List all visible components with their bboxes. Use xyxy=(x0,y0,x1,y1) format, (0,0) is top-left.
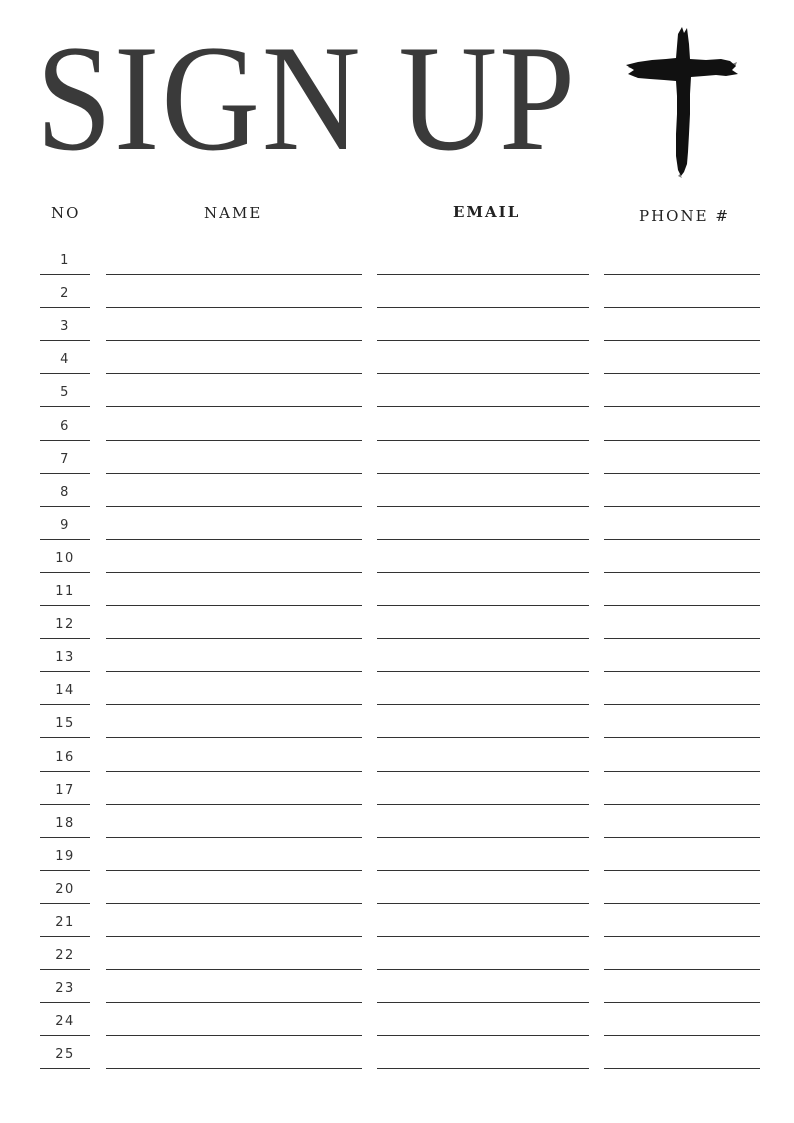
name-entry-line[interactable] xyxy=(106,307,362,308)
name-entry-line[interactable] xyxy=(106,373,362,374)
phone-entry-line[interactable] xyxy=(604,274,760,275)
page-title: SIGN UP xyxy=(36,14,577,182)
name-entry-line[interactable] xyxy=(106,704,362,705)
name-entry-line[interactable] xyxy=(106,605,362,606)
table-row xyxy=(0,712,794,745)
table-row xyxy=(0,878,794,911)
row-number-line xyxy=(40,373,90,374)
table-row xyxy=(0,381,794,414)
row-number-line xyxy=(40,539,90,540)
email-entry-line[interactable] xyxy=(377,572,589,573)
name-entry-line[interactable] xyxy=(106,1002,362,1003)
column-header-email: EMAIL xyxy=(453,203,521,221)
phone-entry-line[interactable] xyxy=(604,406,760,407)
name-entry-line[interactable] xyxy=(106,274,362,275)
row-number-line xyxy=(40,605,90,606)
name-entry-line[interactable] xyxy=(106,837,362,838)
row-number: 9 xyxy=(60,517,70,533)
table-row xyxy=(0,845,794,878)
row-number-line xyxy=(40,936,90,937)
phone-entry-line[interactable] xyxy=(604,1068,760,1069)
row-number: 6 xyxy=(60,418,70,434)
name-entry-line[interactable] xyxy=(106,473,362,474)
email-entry-line[interactable] xyxy=(377,1002,589,1003)
table-row xyxy=(0,580,794,613)
row-number-line xyxy=(40,969,90,970)
row-number: 19 xyxy=(55,848,75,864)
table-row xyxy=(0,746,794,779)
name-entry-line[interactable] xyxy=(106,936,362,937)
email-entry-line[interactable] xyxy=(377,737,589,738)
row-number: 21 xyxy=(55,915,75,930)
table-row xyxy=(0,514,794,547)
email-entry-line[interactable] xyxy=(377,605,589,606)
email-entry-line[interactable] xyxy=(377,473,589,474)
row-number: 14 xyxy=(55,683,75,699)
row-number: 5 xyxy=(60,385,70,401)
row-number-line xyxy=(40,572,90,573)
row-number-line xyxy=(40,440,90,441)
email-entry-line[interactable] xyxy=(377,307,589,308)
row-number-line xyxy=(40,903,90,904)
email-entry-line[interactable] xyxy=(377,804,589,805)
table-row xyxy=(0,282,794,315)
row-number: 25 xyxy=(55,1047,75,1063)
table-row xyxy=(0,779,794,812)
table-row xyxy=(0,448,794,481)
row-number-line xyxy=(40,1035,90,1036)
email-entry-line[interactable] xyxy=(377,1068,589,1069)
table-row xyxy=(0,911,794,944)
email-entry-line[interactable] xyxy=(377,704,589,705)
name-entry-line[interactable] xyxy=(106,1035,362,1036)
name-entry-line[interactable] xyxy=(106,969,362,970)
phone-entry-line[interactable] xyxy=(604,1002,760,1003)
email-entry-line[interactable] xyxy=(377,539,589,540)
row-number: 16 xyxy=(55,749,75,765)
email-entry-line[interactable] xyxy=(377,1035,589,1036)
row-number: 3 xyxy=(60,319,70,335)
email-entry-line[interactable] xyxy=(377,771,589,772)
table-row xyxy=(0,547,794,580)
row-number-line xyxy=(40,671,90,672)
row-number: 2 xyxy=(60,286,70,302)
column-header-phone: PHONE # xyxy=(639,207,730,225)
phone-entry-line[interactable] xyxy=(604,506,760,507)
email-entry-line[interactable] xyxy=(377,638,589,639)
brush-cross-icon xyxy=(626,24,738,178)
row-number: 24 xyxy=(55,1014,75,1030)
row-number: 17 xyxy=(55,782,75,798)
phone-entry-line[interactable] xyxy=(604,804,760,805)
table-row xyxy=(0,812,794,845)
email-entry-line[interactable] xyxy=(377,671,589,672)
email-entry-line[interactable] xyxy=(377,406,589,407)
row-number: 8 xyxy=(60,484,70,500)
phone-entry-line[interactable] xyxy=(604,605,760,606)
phone-entry-line[interactable] xyxy=(604,704,760,705)
email-entry-line[interactable] xyxy=(377,837,589,838)
name-entry-line[interactable] xyxy=(106,506,362,507)
email-entry-line[interactable] xyxy=(377,903,589,904)
name-entry-line[interactable] xyxy=(106,804,362,805)
name-entry-line[interactable] xyxy=(106,406,362,407)
row-number: 20 xyxy=(55,881,75,897)
name-entry-line[interactable] xyxy=(106,903,362,904)
email-entry-line[interactable] xyxy=(377,969,589,970)
row-number: 1 xyxy=(60,253,70,268)
phone-entry-line[interactable] xyxy=(604,870,760,871)
row-number: 10 xyxy=(55,550,75,566)
phone-entry-line[interactable] xyxy=(604,936,760,937)
name-entry-line[interactable] xyxy=(106,1068,362,1069)
name-entry-line[interactable] xyxy=(106,340,362,341)
name-entry-line[interactable] xyxy=(106,737,362,738)
row-number-line xyxy=(40,274,90,275)
row-number: 22 xyxy=(55,948,75,964)
row-number-line xyxy=(40,704,90,705)
row-number: 4 xyxy=(60,352,70,368)
phone-entry-line[interactable] xyxy=(604,539,760,540)
row-number: 12 xyxy=(55,617,75,633)
row-number: 18 xyxy=(55,815,75,831)
row-number: 13 xyxy=(55,650,75,666)
email-entry-line[interactable] xyxy=(377,340,589,341)
phone-entry-line[interactable] xyxy=(604,473,760,474)
table-row xyxy=(0,481,794,514)
email-entry-line[interactable] xyxy=(377,506,589,507)
phone-entry-line[interactable] xyxy=(604,737,760,738)
email-entry-line[interactable] xyxy=(377,373,589,374)
table-row xyxy=(0,249,794,282)
column-header-no: NO xyxy=(51,204,81,222)
phone-entry-line[interactable] xyxy=(604,1035,760,1036)
table-row xyxy=(0,646,794,679)
email-entry-line[interactable] xyxy=(377,274,589,275)
column-header-name: NAME xyxy=(204,204,263,222)
phone-entry-line[interactable] xyxy=(604,638,760,639)
table-row xyxy=(0,1043,794,1076)
phone-entry-line[interactable] xyxy=(604,903,760,904)
row-number-line xyxy=(40,406,90,407)
table-row xyxy=(0,1010,794,1043)
name-entry-line[interactable] xyxy=(106,440,362,441)
name-entry-line[interactable] xyxy=(106,638,362,639)
row-number-line xyxy=(40,506,90,507)
name-entry-line[interactable] xyxy=(106,572,362,573)
row-number-line xyxy=(40,870,90,871)
row-number-line xyxy=(40,771,90,772)
row-number-line xyxy=(40,307,90,308)
phone-entry-line[interactable] xyxy=(604,969,760,970)
email-entry-line[interactable] xyxy=(377,870,589,871)
row-number-line xyxy=(40,1068,90,1069)
phone-entry-line[interactable] xyxy=(604,373,760,374)
row-number-line xyxy=(40,473,90,474)
phone-entry-line[interactable] xyxy=(604,837,760,838)
phone-entry-line[interactable] xyxy=(604,671,760,672)
email-entry-line[interactable] xyxy=(377,936,589,937)
table-row xyxy=(0,315,794,348)
table-row xyxy=(0,944,794,977)
table-row xyxy=(0,679,794,712)
name-entry-line[interactable] xyxy=(106,870,362,871)
row-number: 7 xyxy=(60,451,70,467)
email-entry-line[interactable] xyxy=(377,440,589,441)
row-number-line xyxy=(40,737,90,738)
row-number: 23 xyxy=(55,981,75,997)
row-number-line xyxy=(40,837,90,838)
name-entry-line[interactable] xyxy=(106,539,362,540)
phone-entry-line[interactable] xyxy=(604,307,760,308)
row-number: 11 xyxy=(55,584,75,599)
row-number-line xyxy=(40,804,90,805)
phone-entry-line[interactable] xyxy=(604,572,760,573)
name-entry-line[interactable] xyxy=(106,771,362,772)
table-row xyxy=(0,977,794,1010)
row-number-line xyxy=(40,1002,90,1003)
table-row xyxy=(0,348,794,381)
row-number-line xyxy=(40,340,90,341)
table-row xyxy=(0,613,794,646)
row-number-line xyxy=(40,638,90,639)
phone-entry-line[interactable] xyxy=(604,771,760,772)
name-entry-line[interactable] xyxy=(106,671,362,672)
row-number: 15 xyxy=(55,716,75,732)
table-row xyxy=(0,415,794,448)
phone-entry-line[interactable] xyxy=(604,440,760,441)
phone-entry-line[interactable] xyxy=(604,340,760,341)
